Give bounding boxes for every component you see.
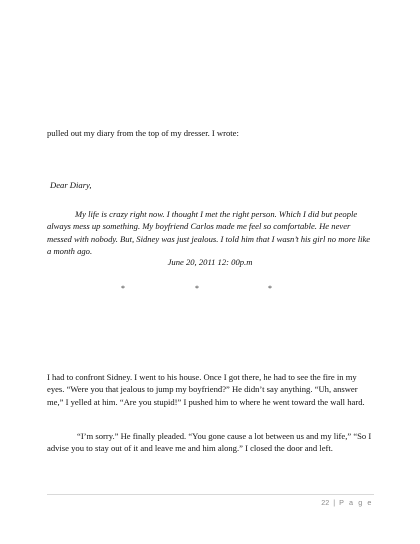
body-paragraph: “I’m sorry.” He finally pleaded. “You gone cause a lot between us and my life,” “So I advise you to stay out of it and leave me and him along.” I closed the door and left. <box>47 431 372 454</box>
page-number: 22 <box>321 498 330 507</box>
diary-date: June 20, 2011 12: 00p.m <box>167 257 253 267</box>
intro-line: pulled out my diary from the top of my dresser. I wrote: <box>47 128 239 138</box>
separator-asterisk: * <box>121 284 125 293</box>
separator-asterisk: * <box>195 284 199 293</box>
separator-asterisk: * <box>268 284 272 293</box>
page-label: P a g e <box>339 498 373 507</box>
footer-separator: | <box>333 498 336 507</box>
diary-entry: My life is crazy right now. I thought I met the right person. Which I did but people always mess up something. My boyfriend Carlos made me feel so comfortable. He never messed with nobody. But, Sidney was just jealous. I told him that I wasn’t his girl no more like a month ago. <box>47 209 371 256</box>
body-paragraph: I had to confront Sidney. I went to his house. Once I got there, he had to see the fire in my eyes. “Were you that jealous to jump my boyfriend?” He didn’t say anything. “Uh, answer me,” I yelled at him. “Are you stupid!” I pushed him to where he went toward the wall hard. <box>47 372 365 407</box>
section-separator <box>0 284 420 296</box>
footer-divider <box>47 494 374 495</box>
page-footer <box>321 498 373 507</box>
diary-salutation: Dear Diary, <box>50 180 92 190</box>
